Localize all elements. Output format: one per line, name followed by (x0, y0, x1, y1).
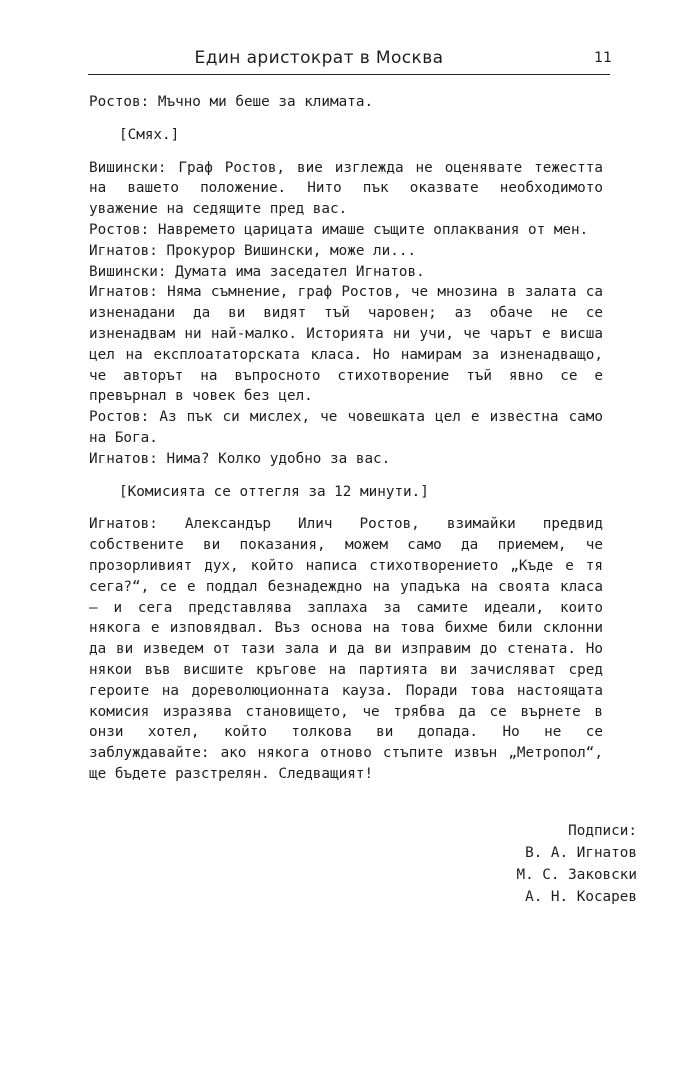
dialogue-text: Нима? Колко удобно за вас. (157, 450, 391, 467)
dialogue-text: Мъчно ми беше за климата. (149, 94, 374, 110)
dialogue-paragraph (89, 449, 603, 470)
dialogue-paragraph (89, 158, 603, 220)
speaker-name: Ростов: (89, 221, 150, 238)
header-rule (88, 74, 610, 75)
running-header (88, 47, 610, 73)
dialogue-text: Прокурор Вишински, може ли... (157, 242, 417, 259)
signatures-label: Подписи: (568, 823, 637, 839)
dialogue-text: Навремето царицата имаше същите оплаквания от мен. (149, 221, 589, 238)
dialogue-paragraph (89, 241, 603, 262)
dialogue-text: Аз пък си мислех, че човешката цел е известна само на Бога. (89, 409, 603, 446)
speaker-name: Игнатов: (89, 450, 158, 467)
dialogue-text: Александър Илич Ростов, взимайки предвид собствените ви показания, можем само да приемем, че прозорливият дух, който написа стихотворението „Къде е тя сега?“, се е поддал безнадеждно на упадъка на своята класа – и сега представлява заплаха за самите идеали, които някога е изповядвал. Въз основа на това бихме били склонни да ви изведем от тази зала и да ви изправим до стената. Но някои във висшите кръгове на партията ви зачисляват сред героите на дореволюционната кауза. Поради това настоящата комисия изразява становището, че трябва да се върнете в онзи хотел, който толкова ви допада. Но не се заблуждавайте: ако някога отново стъпите извън „Метропол“, ще бъдете разстрелян. Следващият! (89, 516, 603, 782)
stage-direction: [Комисията се оттегля за 12 минути.] (119, 483, 429, 500)
dialogue-paragraph (89, 407, 603, 449)
dialogue-text: Думата има заседател Игнатов. (166, 263, 425, 280)
speaker-name: Вишински: (89, 263, 167, 280)
dialogue-paragraph (89, 282, 603, 407)
book-title: Един аристократ в Москва (194, 48, 444, 68)
stage-direction: [Смях.] (119, 126, 180, 143)
page-body (89, 92, 603, 785)
speaker-name: Игнатов: (89, 516, 158, 533)
dialogue-paragraph (89, 220, 603, 241)
speaker-name: Ростов: (89, 94, 150, 110)
signature-block (516, 820, 637, 908)
dialogue-paragraph (89, 514, 603, 784)
dialogue-paragraph (89, 92, 603, 113)
speaker-name: Игнатов: (89, 284, 158, 301)
dialogue-paragraph (89, 262, 603, 283)
page-number: 11 (594, 50, 612, 66)
speaker-name: Игнатов: (89, 242, 158, 259)
dialogue-text: Граф Ростов, вие изглежда не оценявате тежестта на вашето положение. Нито пък оказвате необходимото уважение на седящите пред вас. (89, 159, 603, 218)
dialogue-text: Няма съмнение, граф Ростов, че мнозина в залата са изненадани да ви видят тъй чаровен; аз обаче не се изненадвам ни най-малко. Историята ни учи, че чарът е висша цел на експлоататорската класа. Но намирам за изненадващо, че авторът на въпросното стихотворение тъй явно се е превърнал в човек без цел. (89, 284, 603, 405)
speaker-name: Вишински: (89, 159, 167, 176)
speaker-name: Ростов: (89, 409, 150, 426)
signatory-name: А. Н. Косарев (525, 889, 637, 905)
signatory-name: М. С. Заковски (516, 867, 637, 883)
signatory-name: В. А. Игнатов (525, 845, 637, 861)
